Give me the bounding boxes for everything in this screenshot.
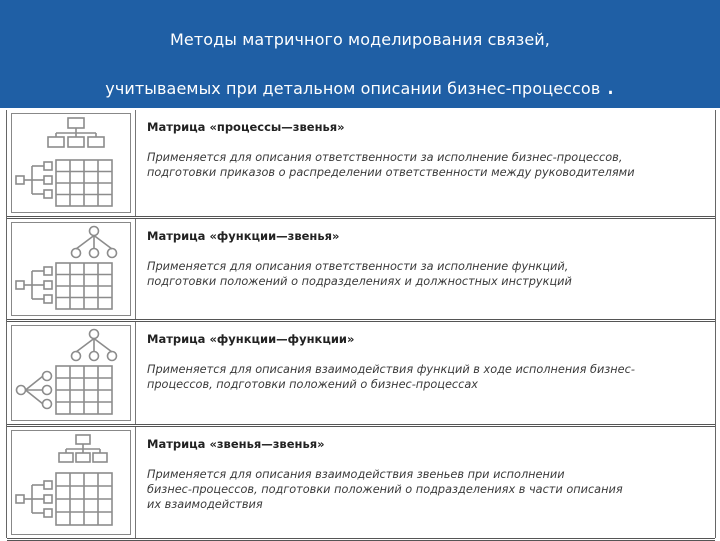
matrix-description: Применяется для описания взаимодействия звеньев при исполнении бизнес-процессов, подготовки положений о подразделениях в части описания их взаимодействия (147, 468, 623, 511)
matrix-text (147, 229, 707, 289)
matrix-description: Применяется для описания взаимодействия функций в ходе исполнения бизнес- процессов, подготовки положений о бизнес-процессах (147, 363, 635, 391)
matrix-description: Применяется для описания ответственности за исполнение бизнес-процессов, подготовки приказов о распределении ответственности между руководителями (147, 151, 635, 179)
icon-cell (7, 110, 136, 216)
matrix-text (147, 437, 707, 512)
header-title-line1: Методы матричного моделирования связей, (169, 30, 550, 49)
matrix-row (7, 110, 715, 219)
matrix-title: Матрица «функции—звенья» (147, 229, 340, 243)
matrix-row (7, 219, 715, 322)
matrix-description: Применяется для описания ответственности за исполнение функций, подготовки положений о подразделениях и должностных инструкций (147, 260, 572, 288)
function-function-matrix-icon (11, 325, 131, 421)
matrix-row (7, 322, 715, 427)
matrices-table (6, 110, 716, 538)
header-title-line2 (0, 71, 720, 101)
links-links-matrix-icon (11, 430, 131, 535)
process-links-matrix-icon (11, 113, 131, 213)
function-links-matrix-icon (11, 222, 131, 316)
header-title-dot: . (606, 71, 615, 101)
header-banner (0, 0, 720, 108)
icon-cell (7, 219, 136, 319)
matrix-title: Матрица «процессы—звенья» (147, 120, 345, 134)
icon-cell (7, 427, 136, 538)
matrix-title: Матрица «функции—функции» (147, 332, 355, 346)
matrix-text (147, 332, 707, 392)
matrix-row (7, 427, 715, 541)
icon-cell (7, 322, 136, 424)
matrix-title: Матрица «звенья—звенья» (147, 437, 325, 451)
header-title-line2-text: учитываемых при детальном описании бизнес-процессов (105, 79, 601, 98)
matrix-text (147, 120, 707, 180)
